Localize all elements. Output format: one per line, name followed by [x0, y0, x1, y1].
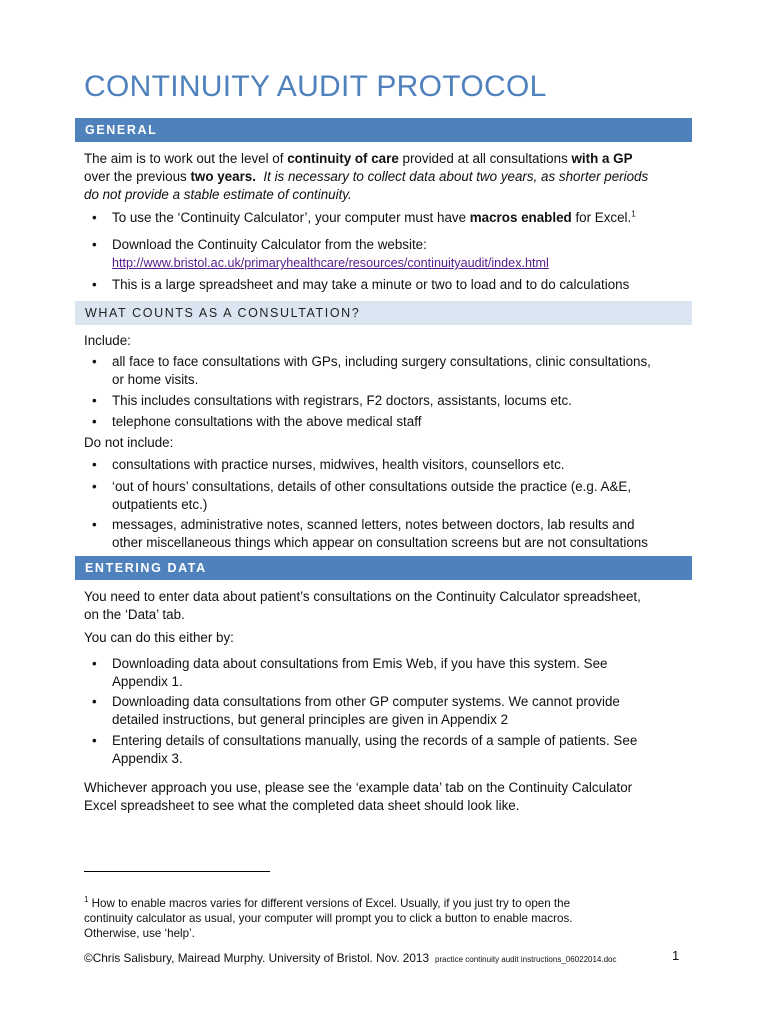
bullet-icon: •: [92, 237, 97, 252]
bullet-icon: •: [92, 656, 97, 671]
entering-either: You can do this either by:: [84, 630, 234, 645]
footnote-divider: [84, 871, 270, 872]
include-label: Include:: [84, 333, 131, 348]
section-heading-general: GENERAL: [75, 118, 692, 142]
website-link[interactable]: http://www.bristol.ac.uk/primaryhealthcare/resources/continuityaudit/index.html: [112, 256, 549, 270]
bullet-icon: •: [92, 479, 97, 494]
entering-intro: You need to enter data about patient’s consultations on the Continuity Calculator spreadsheet, on the ‘Data’ tab.: [84, 589, 641, 622]
bullet-icon: •: [92, 393, 97, 408]
entering-closing: Whichever approach you use, please see the ‘example data’ tab on the Continuity Calculator Excel spreadsheet to see what the completed data sheet should look like.: [84, 780, 633, 813]
footnote: $^1$ How to enable macros varies for different versions of Excel. Usually, if you just try to open the continuity calculator as usual, your computer will prompt you to click a button to enable macros. Otherwise, use ‘help’.: [84, 895, 573, 940]
page-title: CONTINUITY AUDIT PROTOCOL: [84, 70, 547, 103]
section-heading-consultation: WHAT COUNTS AS A CONSULTATION?: [75, 301, 692, 325]
bullet-icon: •: [92, 414, 97, 429]
bullet-icon: •: [92, 517, 97, 532]
bullet-icon: •: [92, 354, 97, 369]
bullet-icon: •: [92, 210, 97, 225]
bullet-icon: •: [92, 694, 97, 709]
section-heading-entering-data: ENTERING DATA: [75, 556, 692, 580]
general-intro: The aim is to work out the level of continuity of care provided at all consultations with a GP over the previous two years. It is necessary to collect data about two years, as shorter periods do not provide a stable estimate of continuity.: [84, 151, 649, 202]
bullet-icon: •: [92, 457, 97, 472]
document-page: CONTINUITY AUDIT PROTOCOL GENERAL The aim is to work out the level of continuity of care provided at all consultations with a GP over the previous two years. It is necessary to collect data about two years, as shorter periods do not provide a stable estimate of continuity. • To use the ‘Continuity Calculator’, your computer must have macros enabled for Excel.$^1$ • Download the Continuity Calculator from the website: http://www.bristol.ac.uk/primaryhealthcare/resources/continuityaudit/index.html • This is a large spreadsheet and may take a minute or two to load and to do calculations WHAT COUNTS AS A CONSULTATION? Include: • all face to face consultations with GPs, including surgery consultations, clinic consultations, or home visits. • This includes consultations with registrars, F2 doctors, assistants, locums etc. • telephone consultations with the above medical staff Do not include: • consultations with practice nurses, midwives, health visitors, counsellors etc. • ‘out of hours’ consultations, details of other consultations outside the practice (e.g. A&E, outpatients etc.) • messages, administrative notes, scanned letters, notes between doctors, lab results and other miscellaneous things which appear on consultation screens but are not consultations ENTERING DATA You need to enter data about patient’s consultations on the Continuity Calculator spreadsheet, on the ‘Data’ tab. You can do this either by: • Downloading data about consultations from Emis Web, if you have this system. See Appendix 1. • Downloading data consultations from other GP computer systems. We cannot provide detailed instructions, but general principles are given in Appendix 2 • Entering details of consultations manually, using the records of a sample of patients. See Appendix 3. Whichever approach you use, please see the ‘example data’ tab on the Continuity Calculator Excel spreadsheet to see what the completed data sheet should look like. $^1$ How to enable macros varies for different versions of Excel. Usually, if you just try to open the continuity calculator as usual, your computer will prompt you to click a button to enable macros. Otherwise, use ‘help’. ©Chris Salisbury, Mairead Murphy. University of Bristol. Nov. 2013 practice continuity audit instructions_06022014.doc 1: [0, 0, 770, 1024]
footer-filename: practice continuity audit instructions_06022014.doc: [435, 955, 617, 964]
page-number: 1: [672, 948, 680, 963]
page-footer: [84, 951, 616, 965]
bullet-icon: •: [92, 277, 97, 292]
bullet-icon: •: [92, 733, 97, 748]
exclude-label: Do not include:: [84, 435, 174, 450]
footer-credit: ©Chris Salisbury, Mairead Murphy. University of Bristol. Nov. 2013: [84, 951, 430, 965]
footnote-ref[interactable]: 1: [631, 209, 636, 219]
